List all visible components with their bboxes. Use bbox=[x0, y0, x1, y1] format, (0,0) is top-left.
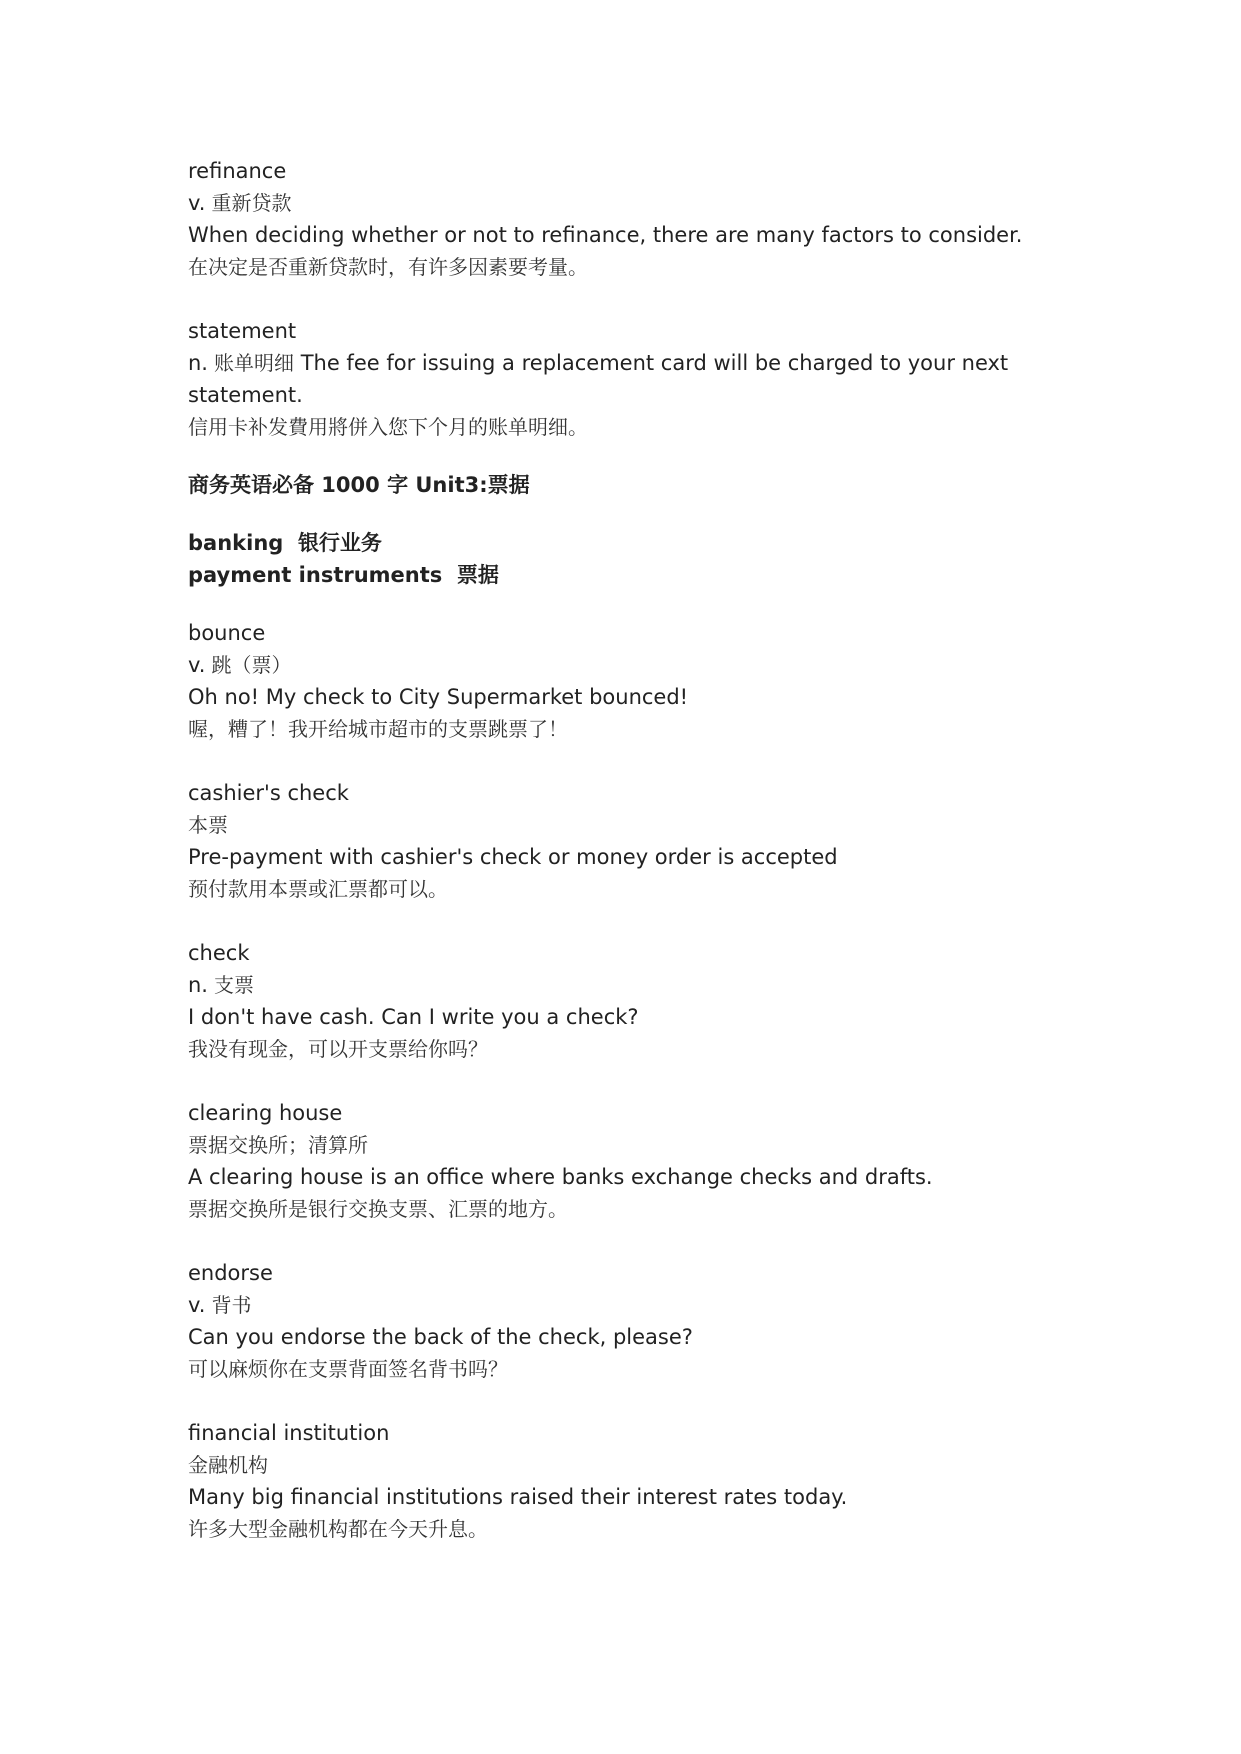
entry-word: financial institution bbox=[188, 1421, 390, 1445]
entry-example-cn: 许多大型金融机构都在今天升息。 bbox=[188, 1517, 488, 1541]
entry-example-cn: 预付款用本票或汇票都可以。 bbox=[188, 877, 448, 901]
entry-example-cn: 在决定是否重新贷款时，有许多因素要考量。 bbox=[188, 255, 588, 279]
entry-example-cn: 可以麻烦你在支票背面签名背书吗？ bbox=[188, 1357, 508, 1381]
entry-meaning-line bbox=[188, 649, 1088, 681]
spacer bbox=[188, 501, 1088, 527]
vocab-entry-statement bbox=[188, 315, 1088, 443]
entry-word: endorse bbox=[188, 1261, 273, 1285]
topic-cn: 银行业务 bbox=[297, 531, 382, 555]
entry-word: clearing house bbox=[188, 1101, 343, 1125]
vocab-entry-cashiers-check bbox=[188, 777, 1088, 905]
spacer bbox=[188, 443, 1088, 469]
unit-heading: 商务英语必备 1000 字 Unit3:票据 bbox=[188, 473, 530, 497]
spacer bbox=[188, 1225, 1088, 1257]
entry-example-en: Oh no! My check to City Supermarket bounced! bbox=[188, 685, 689, 709]
entry-example-cn: 票据交换所是银行交换支票、汇票的地方。 bbox=[188, 1197, 568, 1221]
spacer bbox=[188, 1385, 1088, 1417]
entry-word: bounce bbox=[188, 621, 266, 645]
entry-example-en: Can you endorse the back of the check, please? bbox=[188, 1325, 693, 1349]
entry-meaning: 金融机构 bbox=[188, 1453, 268, 1477]
entry-word: refinance bbox=[188, 159, 287, 183]
entry-example-cn: 信用卡补发費用將併入您下个月的账单明细。 bbox=[188, 415, 588, 439]
spacer bbox=[188, 283, 1088, 315]
entry-example-en: I don't have cash. Can I write you a check? bbox=[188, 1005, 639, 1029]
entry-meaning: 背书 bbox=[211, 1293, 252, 1317]
topic-en: banking bbox=[188, 531, 284, 555]
vocab-entry-clearing-house bbox=[188, 1097, 1088, 1225]
entry-example-cn: 喔，糟了！我开给城市超市的支票跳票了！ bbox=[188, 717, 568, 741]
spacer bbox=[188, 591, 1088, 617]
entry-pos: n. bbox=[188, 351, 208, 375]
topic-cn: 票据 bbox=[456, 563, 499, 587]
entry-meaning: 跳（票） bbox=[211, 653, 292, 677]
entry-example-en: When deciding whether or not to refinance, there are many factors to consider. bbox=[188, 223, 1023, 247]
entry-example-en-part2: statement. bbox=[188, 383, 303, 407]
entry-meaning-line bbox=[188, 187, 1088, 219]
entry-meaning-line bbox=[188, 347, 1088, 379]
entry-word: statement bbox=[188, 319, 297, 343]
topic-en: payment instruments bbox=[188, 563, 443, 587]
entry-meaning-line bbox=[188, 1289, 1088, 1321]
entry-pos: v. bbox=[188, 1293, 206, 1317]
topic-item bbox=[188, 527, 1088, 559]
entry-example-en: Many big financial institutions raised their interest rates today. bbox=[188, 1485, 848, 1509]
entry-pos: v. bbox=[188, 653, 206, 677]
entry-word: cashier's check bbox=[188, 781, 349, 805]
vocab-entry-refinance bbox=[188, 155, 1088, 283]
entry-meaning: 重新贷款 bbox=[211, 191, 292, 215]
spacer bbox=[188, 1065, 1088, 1097]
topic-list bbox=[188, 527, 1088, 591]
entry-example-cn: 我没有现金，可以开支票给你吗？ bbox=[188, 1037, 488, 1061]
entry-pos: n. bbox=[188, 973, 208, 997]
entry-meaning: 账单明细 bbox=[214, 351, 294, 375]
topic-item bbox=[188, 559, 1088, 591]
document-page bbox=[188, 155, 1088, 1545]
vocab-entry-check bbox=[188, 937, 1088, 1065]
entry-example-en: A clearing house is an office where banks exchange checks and drafts. bbox=[188, 1165, 933, 1189]
vocab-entry-bounce bbox=[188, 617, 1088, 745]
entry-meaning-line bbox=[188, 969, 1088, 1001]
vocab-entry-financial-institution bbox=[188, 1417, 1088, 1545]
entry-word: check bbox=[188, 941, 250, 965]
entry-example-en-part1: The fee for issuing a replacement card will be charged to your next bbox=[300, 351, 1009, 375]
entry-meaning: 票据交换所；清算所 bbox=[188, 1133, 368, 1157]
spacer bbox=[188, 745, 1088, 777]
entry-pos: v. bbox=[188, 191, 206, 215]
vocab-entry-endorse bbox=[188, 1257, 1088, 1385]
entry-meaning: 本票 bbox=[188, 813, 228, 837]
entry-example-en: Pre-payment with cashier's check or money order is accepted bbox=[188, 845, 838, 869]
entry-meaning: 支票 bbox=[214, 973, 254, 997]
spacer bbox=[188, 905, 1088, 937]
